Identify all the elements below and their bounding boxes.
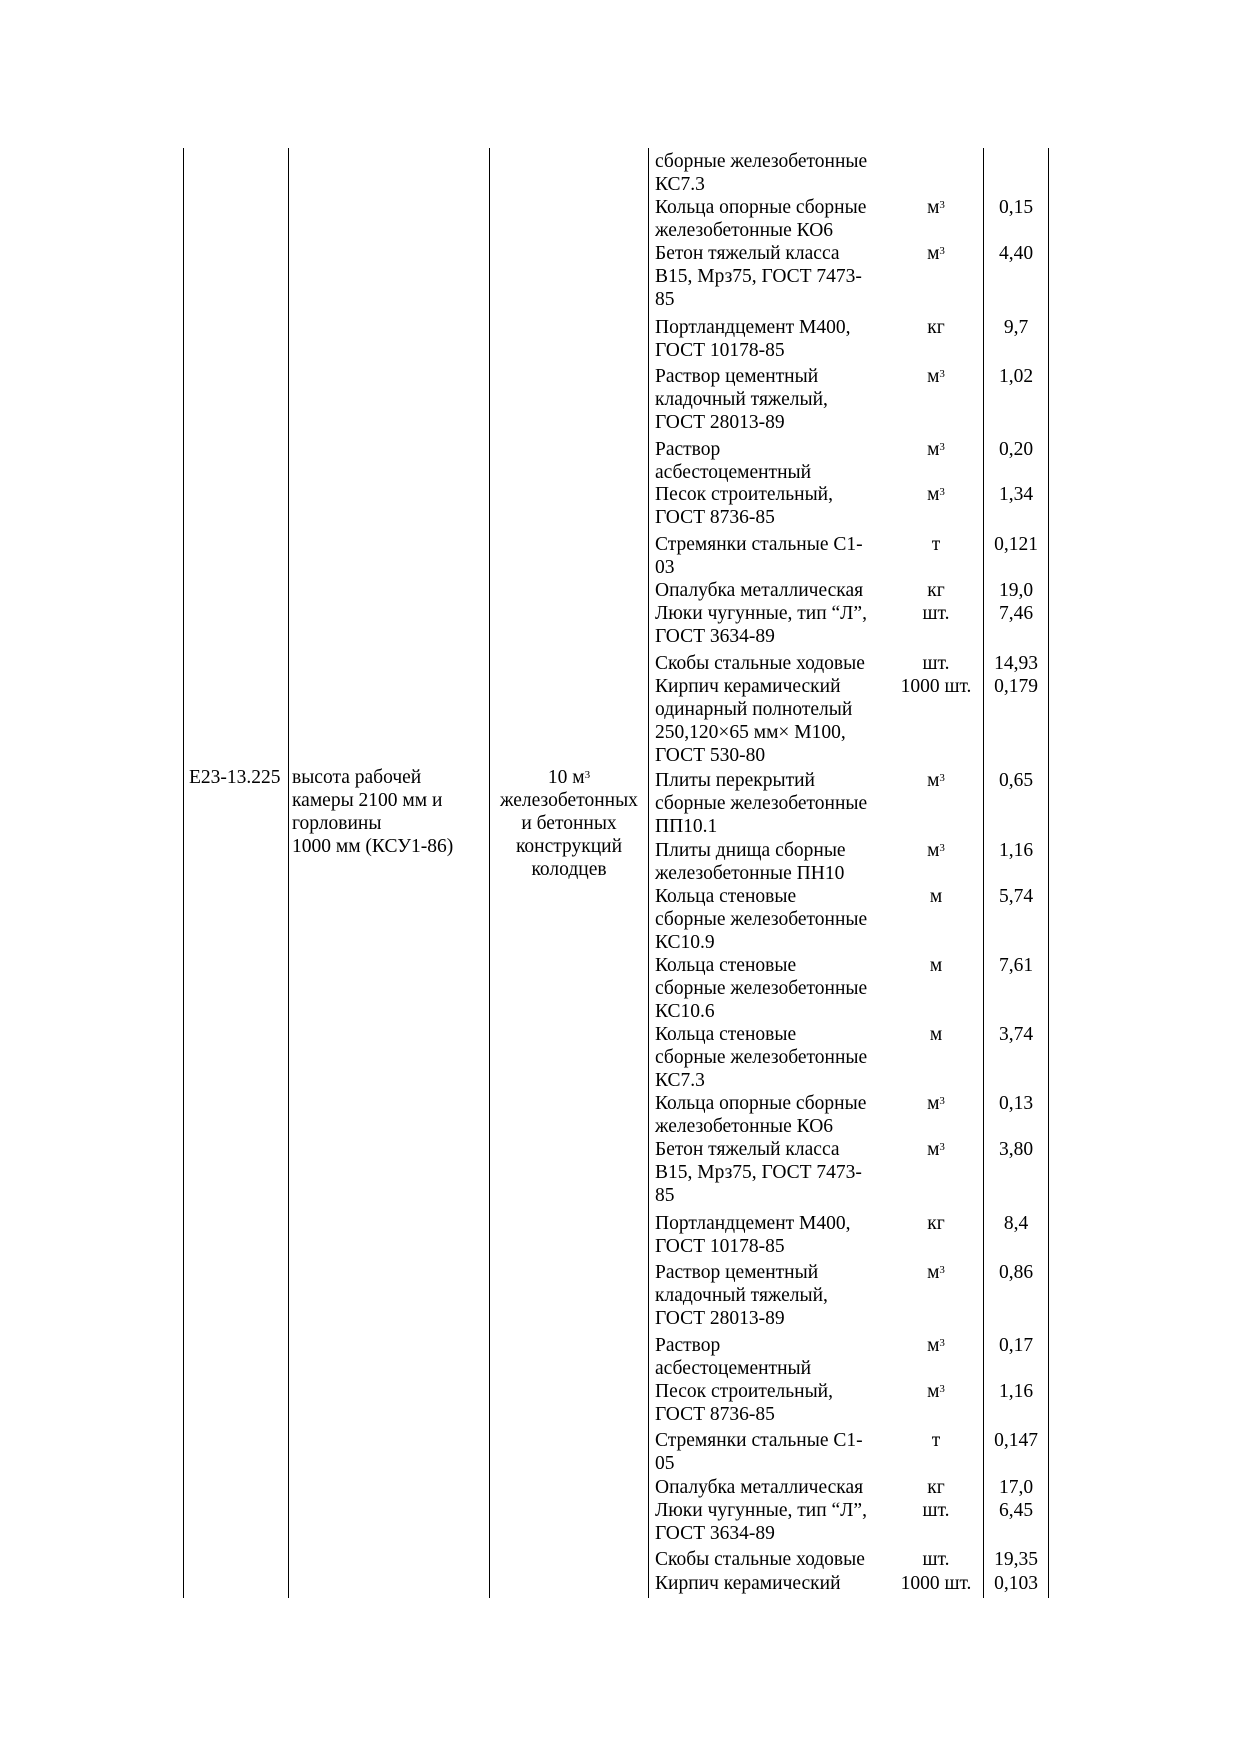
material-name (655, 954, 867, 1023)
row-description (292, 766, 453, 858)
material-quantity: 0,179 (994, 676, 1038, 697)
material-unit: $м^3$ (927, 484, 945, 505)
material-quantity: 7,46 (998, 603, 1034, 624)
material-name (655, 652, 865, 675)
material-unit: шт. (922, 1500, 950, 1521)
material-line: железобетонные КО6 (655, 220, 834, 241)
material-line: Люки чугунные, тип “Л”, (655, 603, 867, 624)
material-unit: $м^3$ (927, 439, 945, 460)
material-name (655, 1261, 828, 1330)
material-line: Раствор (655, 439, 721, 460)
material-line: ГОСТ 10178-85 (655, 340, 785, 361)
material-name (655, 150, 867, 196)
material-quantity: 1,34 (998, 484, 1034, 505)
material-unit: $м^3$ (927, 197, 945, 218)
material-quantity: 0,15 (998, 197, 1034, 218)
material-line: Опалубка металлическая (655, 580, 864, 601)
material-line: Люки чугунные, тип “Л”, (655, 1500, 867, 1521)
material-line: одинарный полнотелый (655, 699, 853, 720)
material-line: сборные железобетонные (655, 793, 868, 814)
material-name (655, 1212, 851, 1258)
material-unit: 1000 шт. (900, 676, 972, 697)
table-border-left (183, 148, 184, 1598)
material-line: Опалубка металлическая (655, 1477, 864, 1498)
material-quantity: 6,45 (998, 1500, 1034, 1521)
material-quantity: 1,02 (998, 366, 1034, 387)
material-line: Кольца опорные сборные (655, 1093, 867, 1114)
material-line: 85 (655, 289, 675, 310)
material-line: асбестоцементный (655, 462, 812, 483)
material-line: КС10.6 (655, 1001, 715, 1022)
material-unit: шт. (922, 1549, 950, 1570)
material-quantity: 14,93 (994, 653, 1038, 674)
description-line: горловины (292, 813, 382, 834)
material-line: асбестоцементный (655, 1358, 812, 1379)
meter-line: железобетонных (500, 790, 638, 811)
material-quantity: 4,40 (998, 243, 1034, 264)
material-line: КС7.3 (655, 1070, 705, 1091)
material-line: Раствор цементный (655, 1262, 819, 1283)
material-line: Кольца стеновые (655, 955, 797, 976)
material-line: Кольца стеновые (655, 886, 797, 907)
material-line: железобетонные КО6 (655, 1116, 834, 1137)
material-name (655, 1334, 811, 1380)
material-unit: $м^3$ (927, 243, 945, 264)
row-meter (490, 766, 648, 881)
description-line: камеры 2100 мм и (292, 790, 443, 811)
material-line: 03 (655, 557, 675, 578)
material-line: В15, Мрз75, ГОСТ 7473- (655, 266, 862, 287)
material-line: Портландцемент М400, (655, 317, 851, 338)
material-line: Песок строительный, (655, 484, 833, 505)
material-line: Портландцемент М400, (655, 1213, 851, 1234)
material-unit: кг (927, 1213, 945, 1234)
material-line: ГОСТ 28013-89 (655, 1308, 785, 1329)
table-border-right (1048, 148, 1049, 1598)
material-line: ГОСТ 10178-85 (655, 1236, 785, 1257)
material-quantity: 17,0 (998, 1477, 1034, 1498)
material-line: КС7.3 (655, 174, 705, 195)
material-line: Песок строительный, (655, 1381, 833, 1402)
material-quantity: 5,74 (998, 886, 1034, 907)
material-name (655, 839, 846, 885)
material-name (655, 1380, 833, 1426)
material-name (655, 1429, 863, 1475)
material-quantity: 7,61 (998, 955, 1034, 976)
material-quantity: 3,80 (998, 1139, 1034, 1160)
material-line: Скобы стальные ходовые (655, 653, 865, 674)
material-quantity: 9,7 (1003, 317, 1029, 338)
material-line: ПП10.1 (655, 816, 718, 837)
material-line: Стремянки стальные С1- (655, 534, 863, 555)
material-name (655, 533, 863, 579)
material-name (655, 196, 866, 242)
material-line: Бетон тяжелый класса (655, 243, 840, 264)
material-quantity: 8,4 (1003, 1213, 1029, 1234)
material-unit: 1000 шт. (900, 1573, 972, 1594)
material-unit: шт. (922, 653, 950, 674)
material-line: железобетонные ПН10 (655, 863, 845, 884)
material-unit: м (929, 1024, 943, 1045)
material-unit: т (931, 1430, 941, 1451)
material-quantity: 0,13 (998, 1093, 1034, 1114)
material-line: В15, Мрз75, ГОСТ 7473- (655, 1162, 862, 1183)
material-name (655, 438, 811, 484)
material-name (655, 316, 851, 362)
column-divider-3 (648, 148, 649, 1598)
material-quantity: 1,16 (998, 1381, 1034, 1402)
material-line: Кирпич керамический (655, 676, 841, 697)
material-name (655, 1499, 867, 1545)
column-divider-1 (288, 148, 289, 1598)
material-name (655, 483, 833, 529)
material-name (655, 1138, 862, 1207)
material-line: сборные железобетонные (655, 1047, 868, 1068)
material-unit: $м^3$ (927, 1381, 945, 1402)
material-name (655, 769, 867, 838)
material-line: ГОСТ 530-80 (655, 745, 766, 766)
material-name (655, 885, 867, 954)
material-line: ГОСТ 3634-89 (655, 1523, 775, 1544)
material-line: 85 (655, 1185, 675, 1206)
meter-unit: 10 $м^3$ (547, 767, 591, 788)
meter-line: конструкций (515, 836, 623, 857)
material-name (655, 365, 828, 434)
material-name (655, 242, 862, 311)
material-quantity: 0,147 (994, 1430, 1038, 1451)
material-name (655, 602, 867, 648)
material-line: Плиты днища сборные (655, 840, 846, 861)
material-line: сборные железобетонные (655, 978, 868, 999)
material-unit: кг (927, 580, 945, 601)
material-line: сборные железобетонные (655, 151, 868, 172)
material-line: сборные железобетонные (655, 909, 868, 930)
material-line: Кирпич керамический (655, 1573, 841, 1594)
meter-line: колодцев (531, 859, 607, 880)
description-line: 1000 мм (КСУ1-86) (292, 836, 454, 857)
material-quantity: 0,103 (994, 1573, 1038, 1594)
material-name (655, 579, 863, 602)
material-name (655, 1476, 863, 1499)
material-unit: $м^3$ (927, 770, 945, 791)
material-line: Скобы стальные ходовые (655, 1549, 865, 1570)
material-line: Раствор цементный (655, 366, 819, 387)
material-quantity: 0,86 (998, 1262, 1034, 1283)
description-line: высота рабочей (292, 767, 422, 788)
material-line: Кольца стеновые (655, 1024, 797, 1045)
material-quantity: 1,16 (998, 840, 1034, 861)
material-line: КС10.9 (655, 932, 715, 953)
material-line: ГОСТ 28013-89 (655, 412, 785, 433)
material-quantity: 3,74 (998, 1024, 1034, 1045)
material-line: 250,120×65 мм× М100, (655, 722, 846, 743)
material-name (655, 1023, 867, 1092)
material-unit: м (929, 955, 943, 976)
material-unit: шт. (922, 603, 950, 624)
material-line: ГОСТ 3634-89 (655, 626, 775, 647)
material-quantity: 19,0 (998, 580, 1034, 601)
material-name (655, 1572, 841, 1595)
material-line: Плиты перекрытий (655, 770, 815, 791)
material-unit: кг (927, 317, 945, 338)
material-line: Кольца опорные сборные (655, 197, 867, 218)
material-line: кладочный тяжелый, (655, 389, 828, 410)
material-unit: $м^3$ (927, 1139, 945, 1160)
material-name (655, 675, 852, 767)
material-line: Стремянки стальные С1- (655, 1430, 863, 1451)
material-name (655, 1548, 865, 1571)
meter-line: и бетонных (521, 813, 617, 834)
material-unit: $м^3$ (927, 366, 945, 387)
material-line: Бетон тяжелый класса (655, 1139, 840, 1160)
material-line: ГОСТ 8736-85 (655, 507, 775, 528)
material-unit: $м^3$ (927, 1335, 945, 1356)
material-line: Раствор (655, 1335, 721, 1356)
material-line: кладочный тяжелый, (655, 1285, 828, 1306)
material-line: 05 (655, 1453, 675, 1474)
row-code: Е23-13.225 (189, 767, 281, 788)
material-unit: кг (927, 1477, 945, 1498)
material-quantity: 0,65 (998, 770, 1034, 791)
material-unit: $м^3$ (927, 1093, 945, 1114)
material-quantity: 0,20 (998, 439, 1034, 460)
material-unit: м (929, 886, 943, 907)
material-quantity: 0,121 (994, 534, 1038, 555)
material-quantity: 19,35 (994, 1549, 1038, 1570)
material-quantity: 0,17 (998, 1335, 1034, 1356)
material-unit: $м^3$ (927, 840, 945, 861)
material-unit: $м^3$ (927, 1262, 945, 1283)
material-line: ГОСТ 8736-85 (655, 1404, 775, 1425)
material-unit: т (931, 534, 941, 555)
material-name (655, 1092, 866, 1138)
